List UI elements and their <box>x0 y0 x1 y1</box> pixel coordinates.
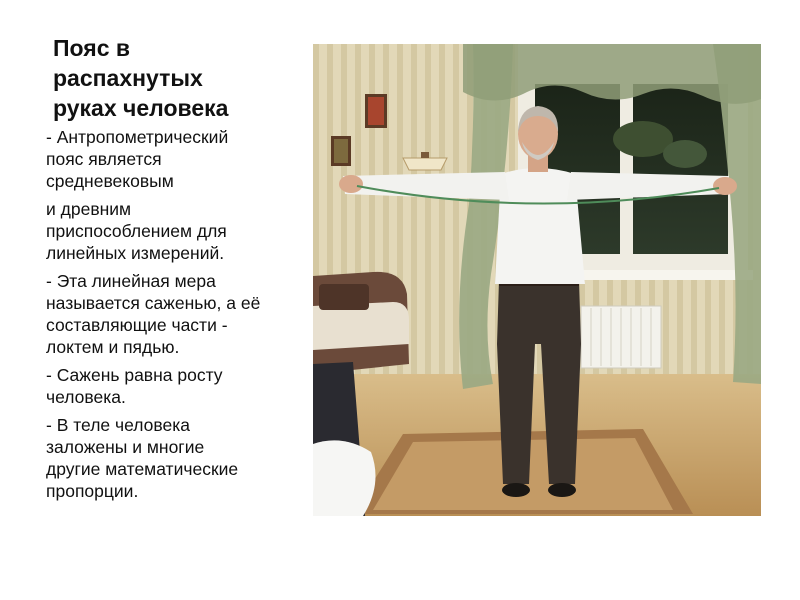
slide-title: Пояс в распахнутых руках человека <box>53 35 229 121</box>
photo-man-with-belt <box>313 44 761 516</box>
paragraph-3: - Эта линейная мера называется саженью, а её составляющие части - локтем и пядью. <box>46 271 261 357</box>
curtain-valance <box>463 44 761 104</box>
paragraph-5: - В теле человека заложены и многие другие математические пропорции. <box>46 415 239 501</box>
slide-body <box>46 126 314 508</box>
hand-right <box>713 177 737 195</box>
hand-left <box>339 175 363 193</box>
window-pane-right <box>633 84 728 254</box>
shoe-right <box>548 483 576 497</box>
white-cloth <box>313 440 376 516</box>
photo-illustration <box>313 44 761 516</box>
paragraph-2: и древним приспособлением для линейных измерений. <box>46 199 227 263</box>
wall-lamp <box>403 158 447 170</box>
paragraph-1: - Антропометрический пояс является средневековым <box>46 127 229 191</box>
sofa-cushion <box>319 284 369 310</box>
paragraph-4: - Сажень равна росту человека. <box>46 365 223 407</box>
shoe-left <box>502 483 530 497</box>
